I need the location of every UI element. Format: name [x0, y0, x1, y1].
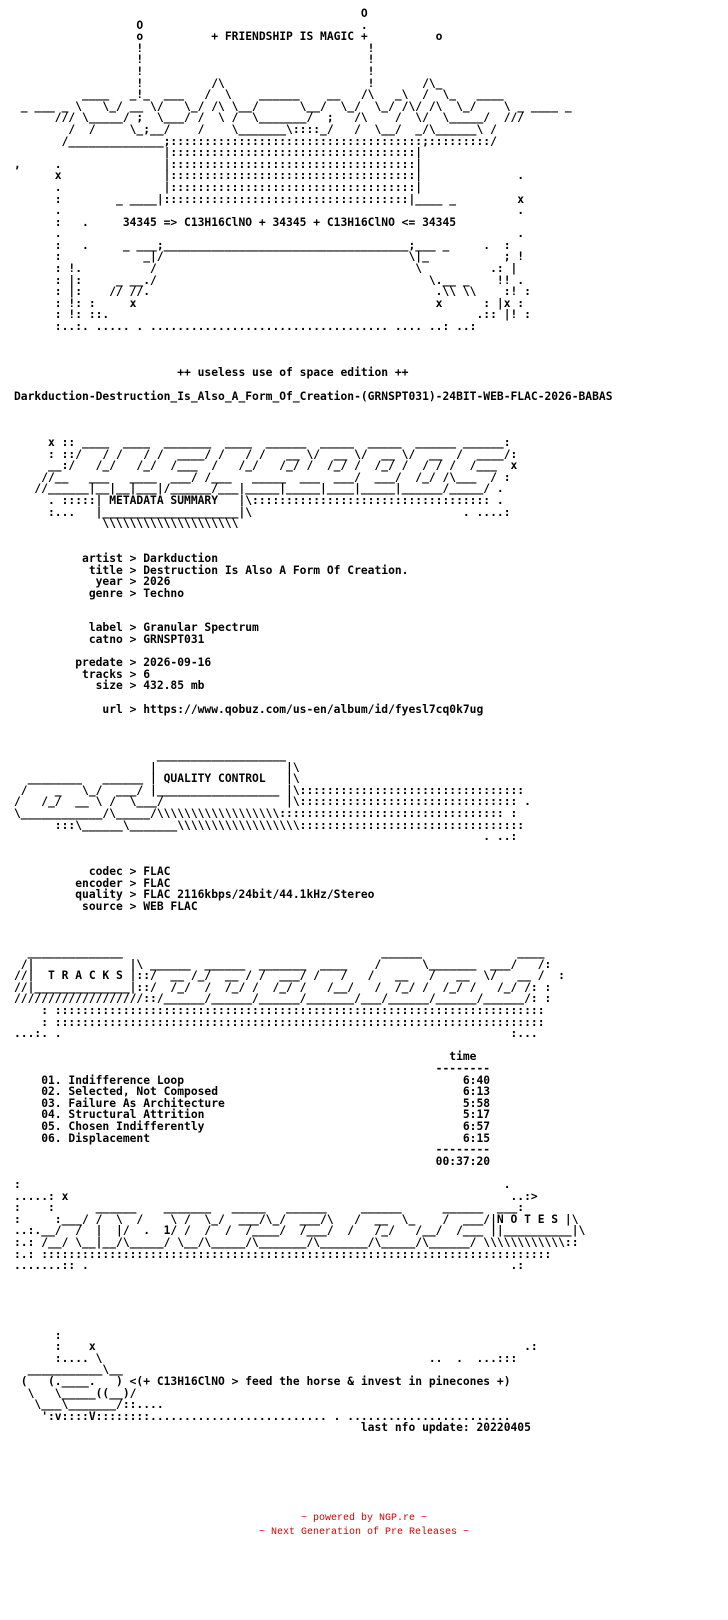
nfo-text: O O . o + FRIENDSHIP IS MAGIC + o ! ! ! ! ! ! ! /\ ! /\_ ____ _!_ ___ / \ ______ __ /\ _\ / \_ ____ _ ___ _ \ \_/ __ \/ \_/ /\ \__/ \__/ \_/ \_/ /\/ /\ \_/ \ _ ____ _ /// \_____/ ; \___/ / \ / \_______/ ; /\ / \/ \_____/ /// / / \_;__/ / \_______\::::_/ / \__/ _/\______\ / /______________;:::::::::::::::::::::::::::::::::::::;:::::::::/ |::::::::::::::::::::::::::::::::::::| , . |::::::::::::::::::::::::::::::::::::| x |::::::::::::::::::::::::::::::::::::| . . |::::::::::::::::::::::::::::::::::::| : _ ____|::::::::::::::::::::::::::::::::::::|____ _ x . . : . 34345 => C13H16ClNO + 34345 + C13H16ClNO <= 34345 . . : . _ ___;____________________________________;___ _ . : : _|/ \|_ ; ! : !. / \ .: | : |: _ __./ \.__ _ !! . : |: // //. .\\ \\ :! : : !: : x x : |x : : !: ::. .:: |! : :..:. ..... . ................................... .... ..: ..: ++ useless use of space edition ++ Darkduction-Destruction_Is_Also_A_Form_Of_Creation-(GRNSPT031)-24BIT-WEB-FLAC-2026-BABAS x :: ____ ____ _______ ____ ______ _____ _____ ______ ______: : ::/ / / / / ____/ / / / __ \/ __ \/ __ \/ __ / ____/: __:/ /_/ /_/ /___ / /_/ /_/ / /_/ / /_/ / / / / /___ x //__ ___ ____ ___/ /___ _____ ___ ___/ ___/ /_/ /\___ / : //______|__|__|___|/______/___|_____|_____|____|_____|______/_____/ . . :::::| METADATA SUMMARY |\::::::::::::::::::::::::::::::::::: . :... |____________________|\ . ....: \\\\\\\\\\\\\\\\\\\\ artist > Darkduction title > Destruction Is Also A Form Of Creation. year > 2026 genre > Techno label > Granular Spectrum catno > GRNSPT031 predate > 2026-09-16 tracks > 6 size > 432.85 mb url > https://www.qobuz.com/us-en/album/id/fyesl7cq0k7ug ___________________ | |\ ________ ______ | QUALITY CONTROL |\ / _ \_/ ___/ |__________________ |\::::::::::::::::::::::::::::::::: / /_/ __ \ / \___/ |\:::::::::::::::::::::::::::::::: . \____________/\_____/\\\\\\\\\\\\\\\\\\::::::::::::::::::::::::::::::::: : :::\______\_______\\\\\\\\\\\\\\\\\\::::::::::::::::::::::::::::::::: . ..: codec > FLAC encoder > FLAC quality > FLAC 2116kbps/24bit/44.1kHz/Stereo source > WEB FLAC ______________ ______ ____ /| |\ ______ ______ _______ ____ / \_______ ___/ /: //| T R A C K S |::/ __ /_/ __ / / ___/ / / / __ / __ \/ __ / : //|______________|::/ /_/ / /_/ / /_/ / /__/ / /_/ / /_/ / /_/ /: : ///////////////////::/______/______/______/_______/___/______/______/______/: : : :::::::::::::::::::::::::::::::::::::::::::::::::::::::::::::::::::::::: : :::::::::::::::::::::::::::::::::::::::::::::::::::::::::::::::::::::::: ...:. . :... time -------- 01. Indifference Loop 6:40 02. Selected, Not Composed 6:13 03. Failure As Architecture 5:58 04. Structural Attrition 5:17 05. Chosen Indifferently 6:57 06. Displacement 6:15 -------- 00:37:20 : . .....: x ..:> : : ______ _______ _____ ______ ______ ______ ___: : :___/ / \ / \ / \_/ ___/\_/ ___/\ / __ \_ / ___/|N O T E S |\ ..:.__/ / | |/ . 1/ / / / /____/ /___/ / /_/ /__/ /___ ||__________|\ :.: /__/ \__|__/\_____/ \__/\_____/\_______/\_______/\_____/\______/ \\\\\\\\\\\\:: :.: ::::::::::::::::::::::::::::::::::::::::::::::::::::::::::::::::::::::::::: .......:: . .: : : x .: :.... \ .. . ...::: ___________\__ ( (.____. ) <(+ C13H16ClNO > feed the horse & invest in pinecones +) \ \_____((__)/ \___\_______/::.... ':v::::V::::::::.......................... . ........................ last nfo update: 20220405 — [14, 7, 613, 1435]
footer-powered-by[interactable]: ~ powered by NGP.re ~ — [300, 1513, 428, 1524]
footer-tagline: ~ Next Generation of Pre Releases ~ — [258, 1527, 470, 1538]
site-footer — [0, 1512, 728, 1540]
